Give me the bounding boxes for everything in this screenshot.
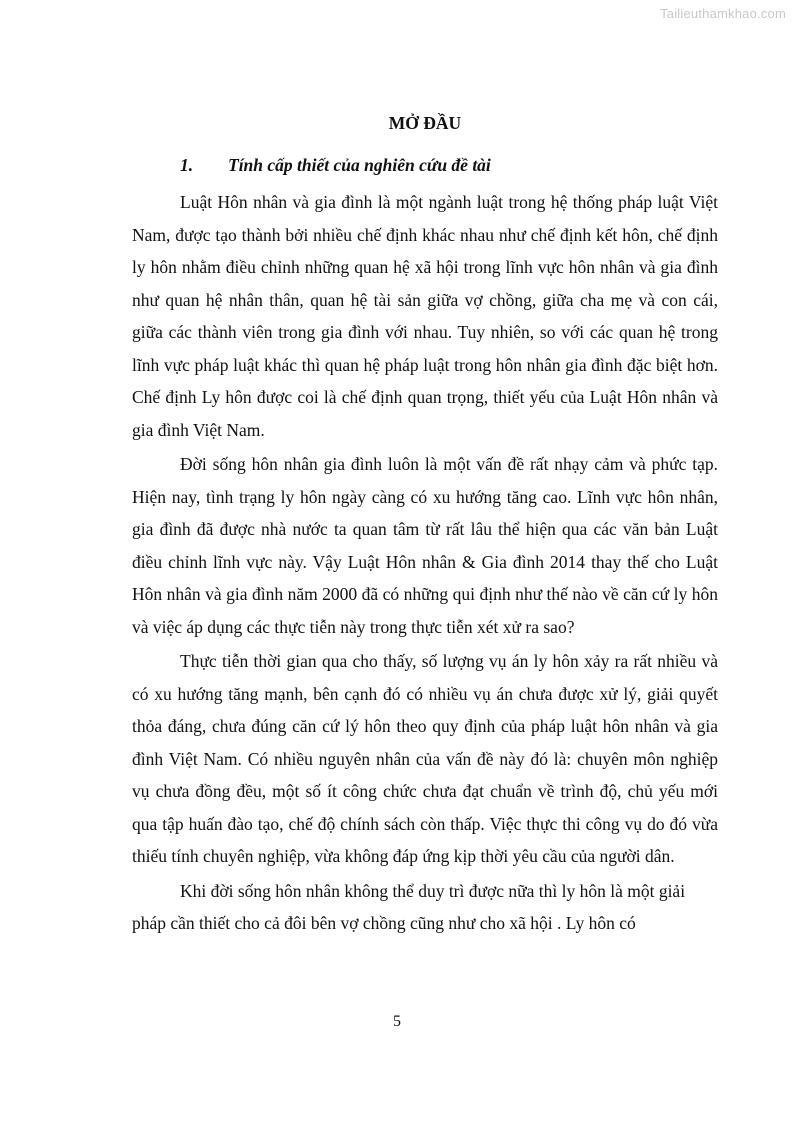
watermark: Tailieuthamkhao.com	[660, 6, 786, 21]
document-title: MỞ ĐẦU	[388, 113, 462, 133]
paragraph-4: Khi đời sống hôn nhân không thể duy trì được nữa thì ly hôn là một giải pháp cần thiết cho cả đôi bên vợ chồng cũng như cho xã hội . Ly hôn có	[132, 880, 686, 933]
section-heading	[132, 154, 718, 176]
section-number: 1.	[180, 155, 194, 175]
paragraph-3: Thực tiễn thời gian qua cho thấy, số lượng vụ án ly hôn xảy ra rất nhiều và có xu hướng tăng mạnh, bên cạnh đó có nhiều vụ án chưa được xử lý, giải quyết thỏa đáng, chưa đúng căn cứ lý hôn theo quy định của pháp luật hôn nhân và gia đình Việt Nam. Có nhiều nguyên nhân của vấn đề này đó là: chuyên môn nghiệp vụ chưa đồng đều, một số ít công chức chưa đạt chuẩn về trình độ, chủ yếu mới qua tập huấn đào tạo, chế độ chính sách còn thấp. Việc thực thi công vụ do đó vừa thiếu tính chuyên nghiệp, vừa không đáp ứng kịp thời yêu cầu của người dân.	[132, 651, 718, 866]
paragraph-2: Đời sống hôn nhân gia đình luôn là một vấn đề rất nhạy cảm và phức tạp. Hiện nay, tình trạng ly hôn ngày càng có xu hướng tăng cao. Lĩnh vực hôn nhân, gia đình đã được nhà nước ta quan tâm từ rất lâu thể hiện qua các văn bản Luật điều chỉnh lĩnh vực này. Vậy Luật Hôn nhân & Gia đình 2014 thay thế cho Luật Hôn nhân và gia đình năm 2000 đã có những qui định như thế nào về căn cứ ly hôn và việc áp dụng các thực tiễn này trong thực tiễn xét xử ra sao?	[132, 454, 718, 637]
section-heading-text: Tính cấp thiết của nghiên cứu đề tài	[228, 155, 491, 175]
page-number: 5	[393, 1013, 401, 1030]
paragraph-1: Luật Hôn nhân và gia đình là một ngành luật trong hệ thống pháp luật Việt Nam, được tạo thành bởi nhiều chế định khác nhau như chế định kết hôn, chế định ly hôn nhằm điều chỉnh những quan hệ xã hội trong lĩnh vực hôn nhân và gia đình như quan hệ nhân thân, quan hệ tài sản giữa vợ chồng, giữa cha mẹ và con cái, giữa các thành viên trong gia đình với nhau. Tuy nhiên, so với các quan hệ trong lĩnh vực pháp luật khác thì quan hệ pháp luật trong hôn nhân gia đình đặc biệt hơn. Chế định Ly hôn được coi là chế định quan trọng, thiết yếu của Luật Hôn nhân và gia đình Việt Nam.	[132, 192, 718, 440]
document-page	[132, 112, 718, 942]
